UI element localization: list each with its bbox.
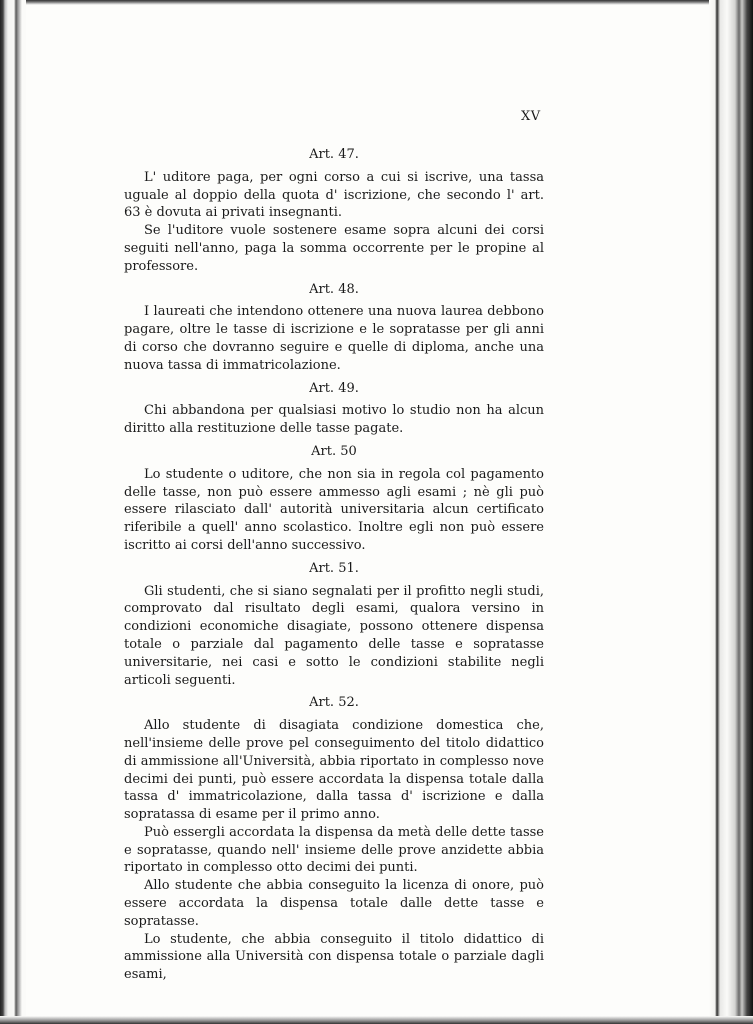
paragraph: Può essergli accordata la dispensa da metà delle dette tasse e sopratasse, quando nell' insieme delle prove anzidette abbia riportato in complesso otto decimi dei punti.: [124, 824, 544, 876]
paragraph: Lo studente o uditore, che non sia in regola col pagamento delle tasse, non può essere ammesso agli esami ; nè gli può essere rilasciato dall' autorità universitaria alcun certificato riferibile a quell' anno scolastico. Inoltre egli non può essere iscritto ai corsi dell'anno successivo.: [124, 466, 544, 553]
page-top-edge: [0, 0, 753, 5]
document-body: [124, 146, 544, 984]
page-number: XV: [521, 109, 541, 124]
article-title: Art. 48.: [309, 281, 359, 297]
paragraph: I laureati che intendono ottenere una nuova laurea debbono pagare, oltre le tasse di iscrizione e le sopratasse per gli anni di corso che dovranno seguire e quelle di diploma, anche una nuova tassa di immatricolazione.: [124, 304, 544, 373]
article-title: Art. 52.: [309, 695, 359, 711]
page-bottom-edge: [0, 1016, 753, 1024]
article-title: Art. 47.: [309, 147, 359, 162]
page-right-edge: [709, 0, 753, 1024]
paragraph: L' uditore paga, per ogni corso a cui si iscrive, una tassa uguale al doppio della quota d' iscrizione, che secondo l' art. 63 è dovuta ai privati insegnanti.: [124, 169, 544, 221]
article-title: Art. 51.: [309, 560, 359, 576]
paragraph: Allo studente di disagiata condizione domestica che, nell'insieme delle prove pel conseguimento del titolo didattico di ammissione all'Università, abbia riportato in complesso nove decimi dei punti, può essere accordata la dispensa totale dalla tassa d' immatricolazione, dalla tassa d' iscrizione e dalla sopratassa di esame per il primo anno.: [124, 718, 544, 823]
paragraph: Lo studente, che abbia conseguito il titolo didattico di ammissione alla Università con dispensa totale o parziale dagli esami,: [124, 931, 544, 983]
paragraph: Se l'uditore vuole sostenere esame sopra alcuni dei corsi seguiti nell'anno, paga la somma occorrente per le propine al professore.: [124, 223, 544, 274]
paragraph: Chi abbandona per qualsiasi motivo lo studio non ha alcun diritto alla restituzione delle tasse pagate.: [124, 403, 544, 437]
article-title: Art. 50: [311, 443, 357, 459]
article-title: Art. 49.: [309, 380, 359, 396]
paragraph: Allo studente che abbia conseguito la licenza di onore, può essere accordata la dispensa totale dalle dette tasse e sopratasse.: [124, 878, 544, 929]
paragraph: Gli studenti, che si siano segnalati per il profitto negli studi, comprovato dal risultato degli esami, qualora versino in condizioni economiche disagiate, possono ottenere dispensa totale o parziale dal pagamento delle tasse e sopratasse universitarie, nei casi e sotto le condizioni stabilite negli articoli seguenti.: [124, 583, 544, 688]
page-left-edge: [0, 0, 26, 1024]
